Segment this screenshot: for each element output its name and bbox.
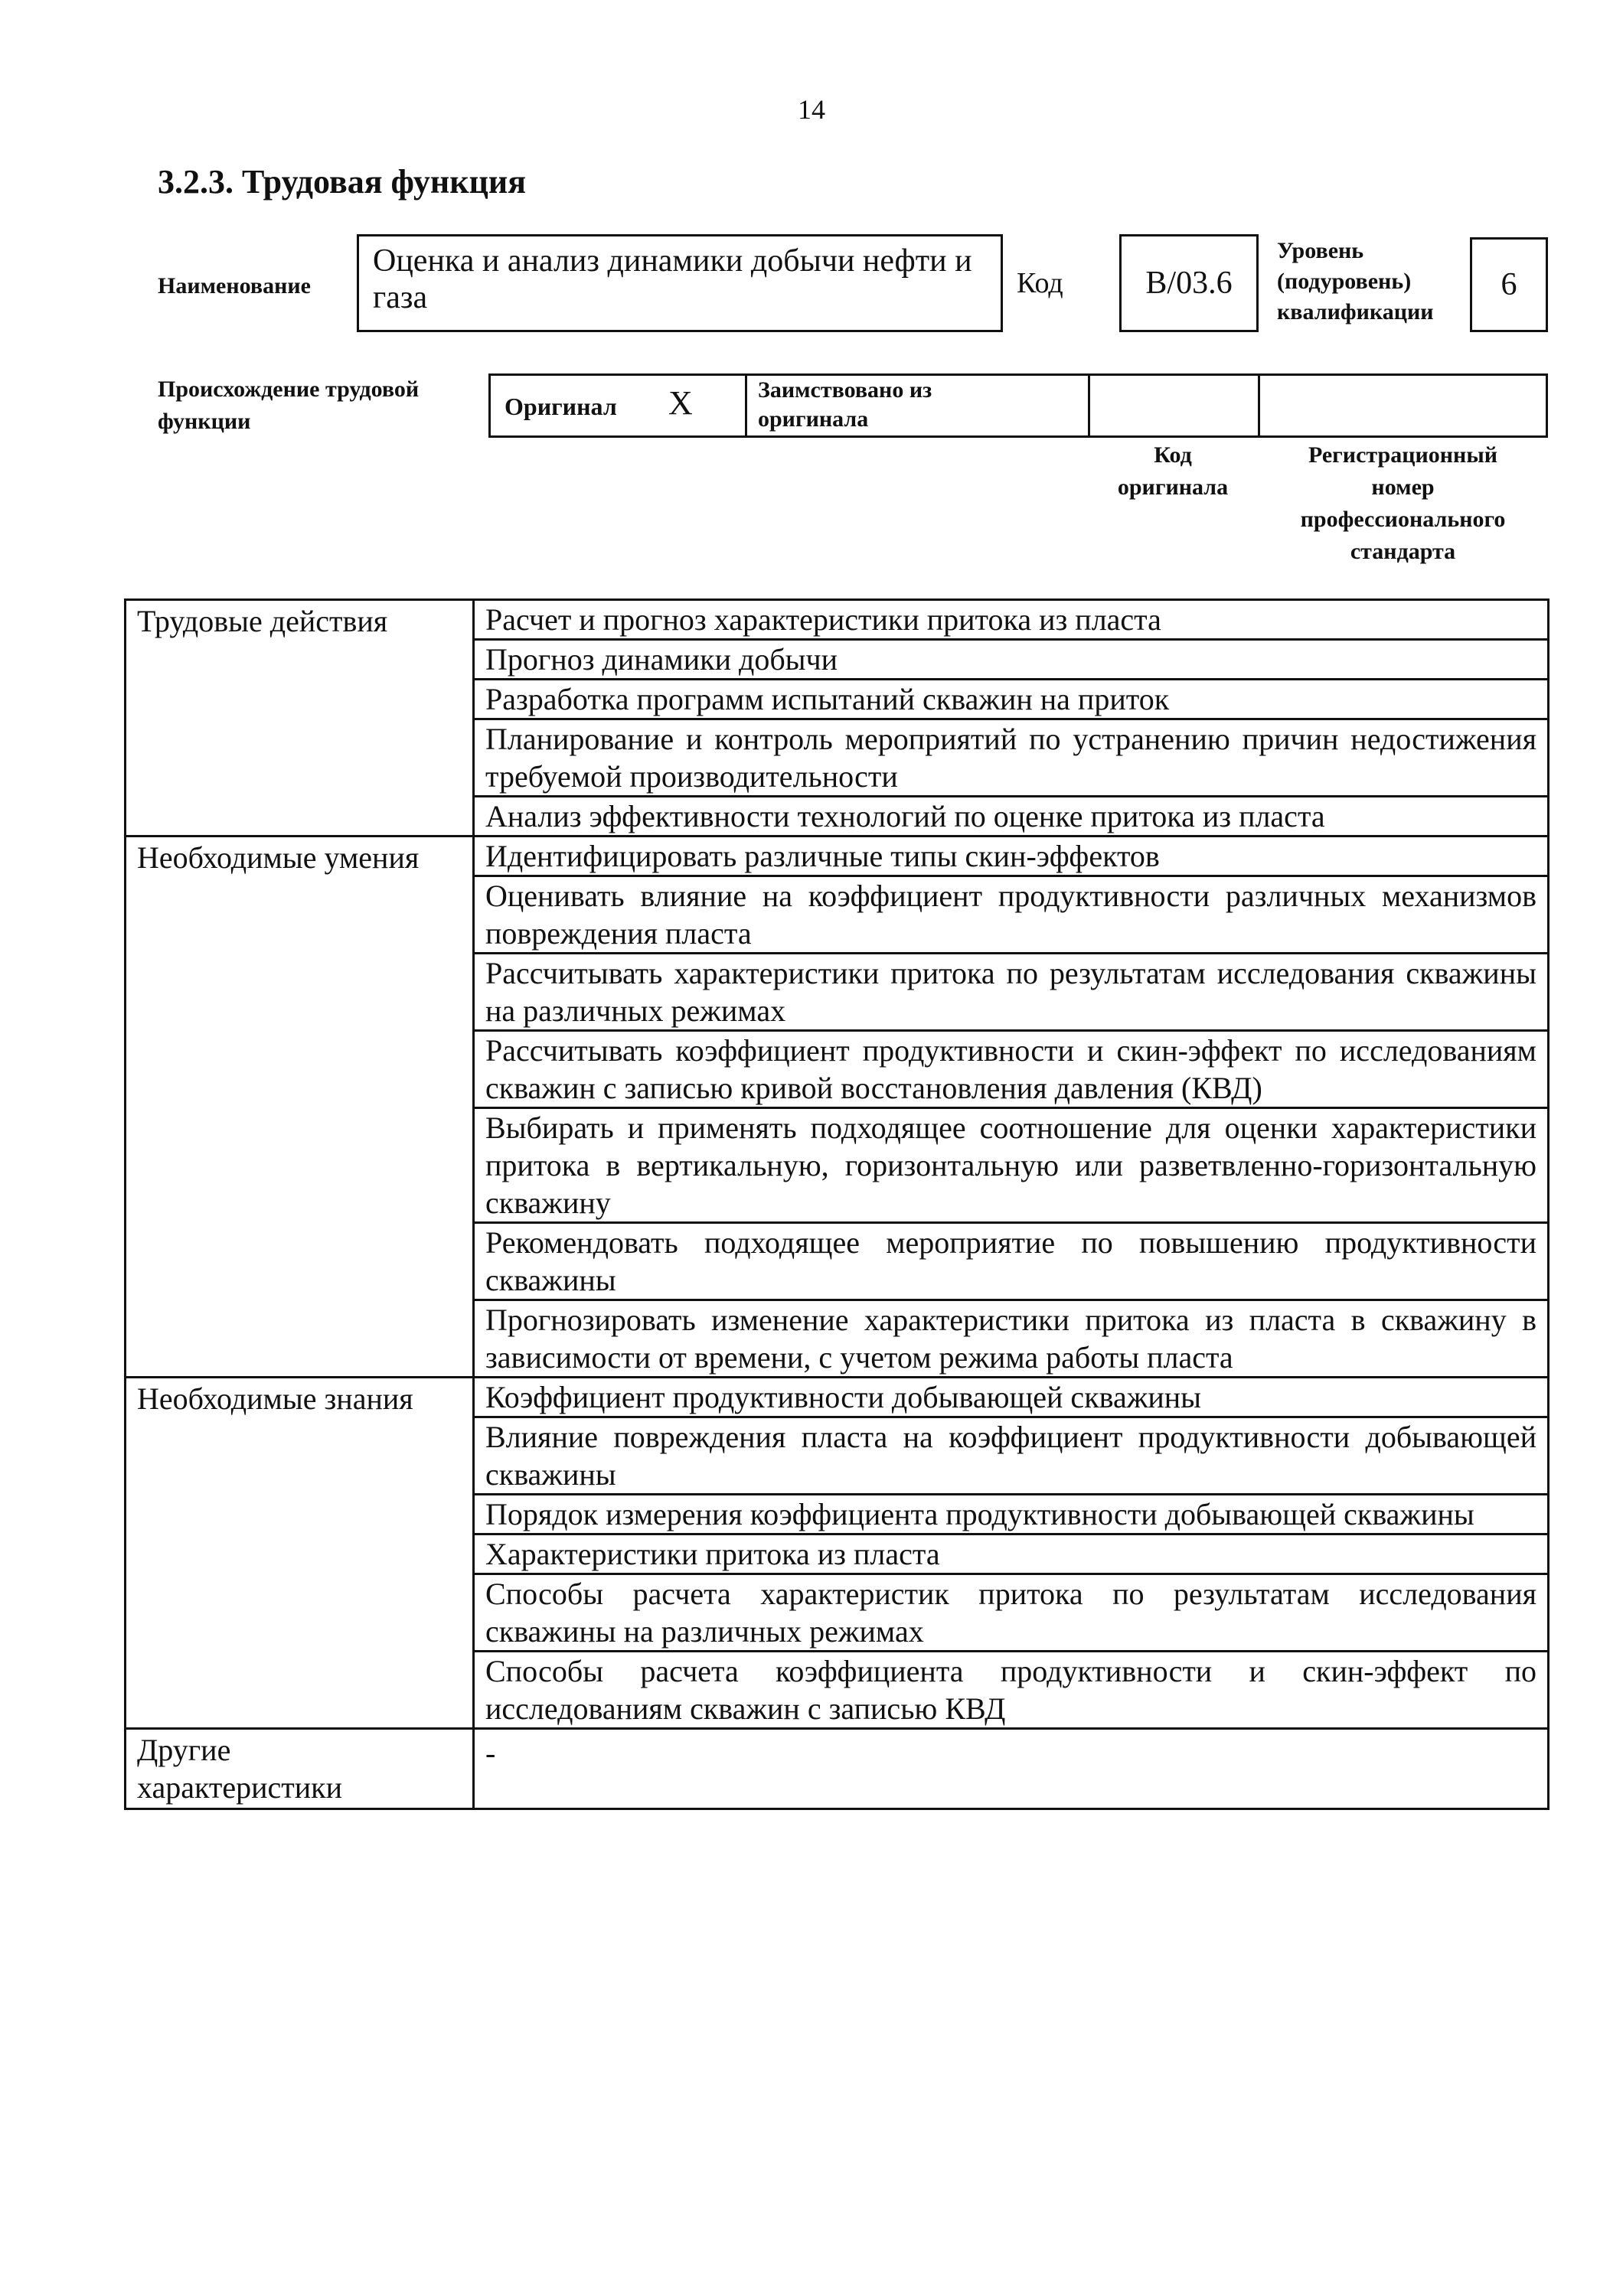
origin-label-line: функции [158, 409, 251, 434]
original-mark: X [668, 384, 693, 422]
table-cell: Коэффициент продуктивности добывающей скважины [474, 1378, 1549, 1417]
original-label: Оригинал [505, 393, 617, 420]
origin-label [158, 373, 419, 438]
table-cell: Рекомендовать подходящее мероприятие по повышению продуктивности скважины [474, 1223, 1549, 1300]
table-cell: Влияние повреждения пласта на коэффициент продуктивности добывающей скважины [474, 1417, 1549, 1495]
caption-line: профессионального [1300, 507, 1506, 532]
table-cell: Способы расчета коэффициента продуктивности и скин-эффект по исследованиям скважин с записью КВД [474, 1652, 1549, 1729]
section-title: 3.2.3. Трудовая функция [158, 163, 527, 201]
section-title-labor-actions: Трудовые действия [126, 600, 474, 837]
code-original-caption [1088, 439, 1258, 504]
caption-line: Код [1154, 442, 1192, 468]
borrowed-label-line: оригинала [758, 406, 869, 432]
table-row [126, 1729, 1549, 1809]
table-cell: Планирование и контроль мероприятий по устранению причин недостижения требуемой производительности [474, 719, 1549, 797]
borrowed-label-line: Заимствовано из [758, 377, 932, 403]
section-title-knowledge: Необходимые знания [126, 1378, 474, 1729]
reg-number-caption [1258, 439, 1548, 568]
origin-row [488, 373, 1548, 438]
table-cell: Прогноз динамики добычи [474, 640, 1549, 680]
table-cell: Выбирать и применять подходящее соотношение для оценки характеристики притока в вертикальную, горизонтальную или разветвленно-горизонтальную скважину [474, 1108, 1549, 1223]
table-cell: Рассчитывать коэффициент продуктивности и скин-эффект по исследованиям скважин с записью кривой восстановления давления (КВД) [474, 1031, 1549, 1108]
table-cell: Порядок измерения коэффициента продуктивности добывающей скважины [474, 1495, 1549, 1534]
reg-number-cell [1260, 376, 1546, 435]
table-row [126, 1378, 1549, 1417]
level-value-box: 6 [1470, 237, 1548, 332]
level-label [1277, 236, 1434, 328]
function-name-box: Оценка и анализ динамики добычи нефти и газа [357, 234, 1003, 332]
table-cell: Анализ эффективности технологий по оценке притока из пласта [474, 797, 1549, 837]
name-label: Наименование [158, 273, 311, 298]
code-original-cell [1090, 376, 1260, 435]
table-cell: Идентифицировать различные типы скин-эффектов [474, 837, 1549, 876]
table-cell: Разработка программ испытаний скважин на приток [474, 680, 1549, 719]
code-label: Код [1017, 267, 1063, 299]
level-label-line: Уровень [1277, 238, 1364, 263]
section-title-other: Другие характеристики [126, 1729, 474, 1809]
table-cell: Оценивать влияние на коэффициент продуктивности различных механизмов повреждения пласта [474, 876, 1549, 954]
table-cell: Способы расчета характеристик притока по результатам исследования скважины на различных режимах [474, 1574, 1549, 1652]
table-cell: Прогнозировать изменение характеристики притока из пласта в скважину в зависимости от времени, с учетом режима работы пласта [474, 1300, 1549, 1378]
caption-line: стандарта [1350, 539, 1456, 564]
caption-line: номер [1371, 475, 1435, 500]
section-title-skills: Необходимые умения [126, 837, 474, 1378]
table-cell: Расчет и прогноз характеристики притока из пласта [474, 600, 1549, 640]
table-row [126, 600, 1549, 640]
caption-line: Регистрационный [1308, 442, 1498, 468]
level-label-line: квалификации [1277, 299, 1434, 325]
original-cell [491, 376, 747, 435]
borrowed-cell [747, 376, 1090, 435]
origin-label-line: Происхождение трудовой [158, 377, 420, 402]
borrowed-label [758, 376, 932, 434]
page-number: 14 [798, 94, 825, 125]
table-row [126, 837, 1549, 876]
function-details-table [124, 598, 1550, 1810]
code-value-box: B/03.6 [1119, 234, 1259, 332]
table-cell: Рассчитывать характеристики притока по результатам исследования скважины на различных режимах [474, 954, 1549, 1031]
table-cell: - [474, 1729, 1549, 1809]
level-label-line: (подуровень) [1277, 269, 1412, 294]
caption-line: оригинала [1117, 475, 1229, 500]
table-cell: Характеристики притока из пласта [474, 1534, 1549, 1574]
